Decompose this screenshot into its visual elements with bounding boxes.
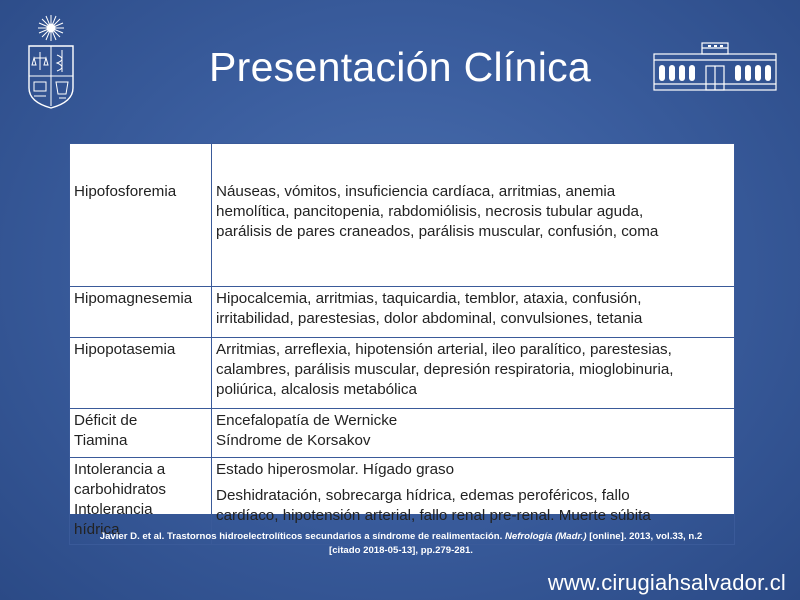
- citation-journal: Nefrología (Madr.): [504, 531, 587, 542]
- detail-line: irritabilidad, parestesias, dolor abdominal, convulsiones, tetania: [216, 310, 643, 327]
- citation-line-1: [56, 530, 746, 544]
- table-row-deficit-tiamina: [70, 409, 735, 458]
- detail-line: hemolítica, pancitopenia, rabdomiólisis, necrosis tubular aguda,: [216, 203, 644, 220]
- detail-line: Náuseas, vómitos, insuficiencia cardíaca, arritmias, anemia: [216, 183, 616, 200]
- citation-details: [online]. 2013, vol.33, n.2: [586, 531, 703, 542]
- label-line: Déficit de: [74, 412, 138, 429]
- citation-text: Javier D. et al. Trastornos hidroelectrolíticos secundarios a síndrome de realimentación.: [99, 531, 505, 542]
- label-line: Hipopotasemia: [74, 341, 176, 358]
- row-details: [212, 338, 735, 409]
- detail-line: calambres, parálisis muscular, depresión respiratoria, mioglobinuria,: [216, 361, 674, 378]
- label-line: Tiamina: [74, 432, 128, 449]
- label-line: hídrica: [74, 521, 120, 538]
- detail-line: Hipocalcemia, arritmias, taquicardia, temblor, ataxia, confusión,: [216, 290, 642, 307]
- table-row-hipopotasemia: [70, 338, 735, 409]
- table-row-hipomagnesemia: [70, 287, 735, 338]
- label-line: Intolerancia a: [74, 461, 166, 478]
- detail-line: parálisis de pares craneados, parálisis muscular, confusión, coma: [216, 223, 659, 240]
- row-label: [70, 338, 212, 409]
- detail-line: Deshidratación, sobrecarga hídrica, edemas peroféricos, fallo: [216, 487, 630, 504]
- row-details: [212, 409, 735, 458]
- table-row-hipofosforemia: [70, 144, 735, 287]
- detail-line: Síndrome de Korsakov: [216, 432, 371, 449]
- detail-line: Estado hiperosmolar. Hígado graso: [216, 461, 455, 478]
- detail-line: Encefalopatía de Wernicke: [216, 412, 398, 429]
- row-label: [70, 409, 212, 458]
- label-line: Intolerancia: [74, 501, 153, 518]
- row-details: [212, 287, 735, 338]
- row-details: [212, 144, 735, 287]
- label-line: Hipofosforemia: [74, 183, 177, 200]
- footer-url: www.cirugiahsalvador.cl: [547, 570, 786, 595]
- label-line: Hipomagnesemia: [74, 290, 193, 307]
- slide-title: Presentación Clínica: [208, 44, 592, 90]
- detail-line: poliúrica, alcalosis metabólica: [216, 381, 417, 398]
- row-label: [70, 144, 212, 287]
- citation: [56, 530, 746, 558]
- clinical-presentation-table: [69, 143, 735, 545]
- row-label: [70, 287, 212, 338]
- label-line: carbohidratos: [74, 481, 167, 498]
- detail-line: Arritmias, arreflexia, hipotensión arterial, ileo paralítico, parestesias,: [216, 341, 672, 358]
- detail-line: cardíaco, hipotensión arterial, fallo renal pre-renal. Muerte súbita: [216, 507, 651, 524]
- citation-line-2: [citado 2018-05-13], pp.279-281.: [329, 545, 473, 556]
